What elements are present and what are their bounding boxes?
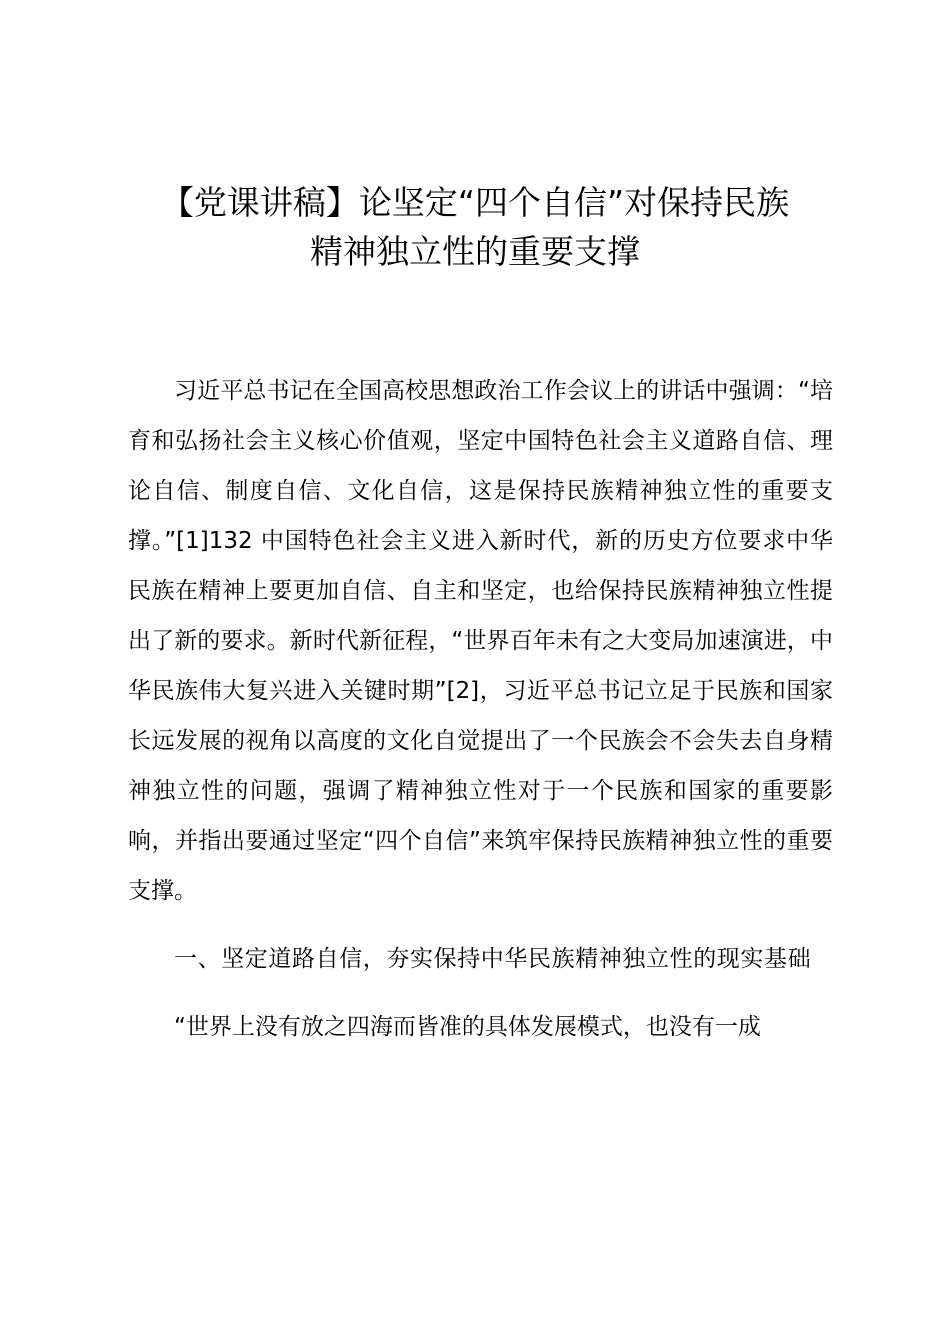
title-line-1: 【党课讲稿】论坚定“四个自信”对保持民族 [160, 183, 790, 222]
section-1-paragraph: “世界上没有放之四海而皆准的具体发展模式，也没有一成 [174, 1014, 761, 1040]
title-line-2: 精神独立性的重要支撑 [310, 232, 640, 271]
section-heading-1: 一、坚定道路自信，夯实保持中华民族精神独立性的现实基础 [174, 946, 812, 972]
document-title [100, 178, 850, 276]
document-body [128, 366, 833, 1052]
intro-paragraph: 习近平总书记在全国高校思想政治工作会议上的讲话中强调：“培育和弘扬社会主义核心价值观，坚定中国特色社会主义道路自信、理论自信、制度自信、文化自信，这是保持民族精神独立性的重要支撑。”[1]132 中国特色社会主义进入新时代，新的历史方位要求中华民族在精神上要更加自信、自主和坚定，也给保持民族精神独立性提出了新的要求。新时代新征程，“世界百年未有之大变局加速演进，中华民族伟大复兴进入关键时期”[2]，习近平总书记立足于民族和国家长远发展的视角以高度的文化自觉提出了一个民族会不会失去自身精神独立性的问题，强调了精神独立性对于一个民族和国家的重要影响，并指出要通过坚定“四个自信”来筑牢保持民族精神独立性的重要支撑。 [128, 378, 833, 904]
